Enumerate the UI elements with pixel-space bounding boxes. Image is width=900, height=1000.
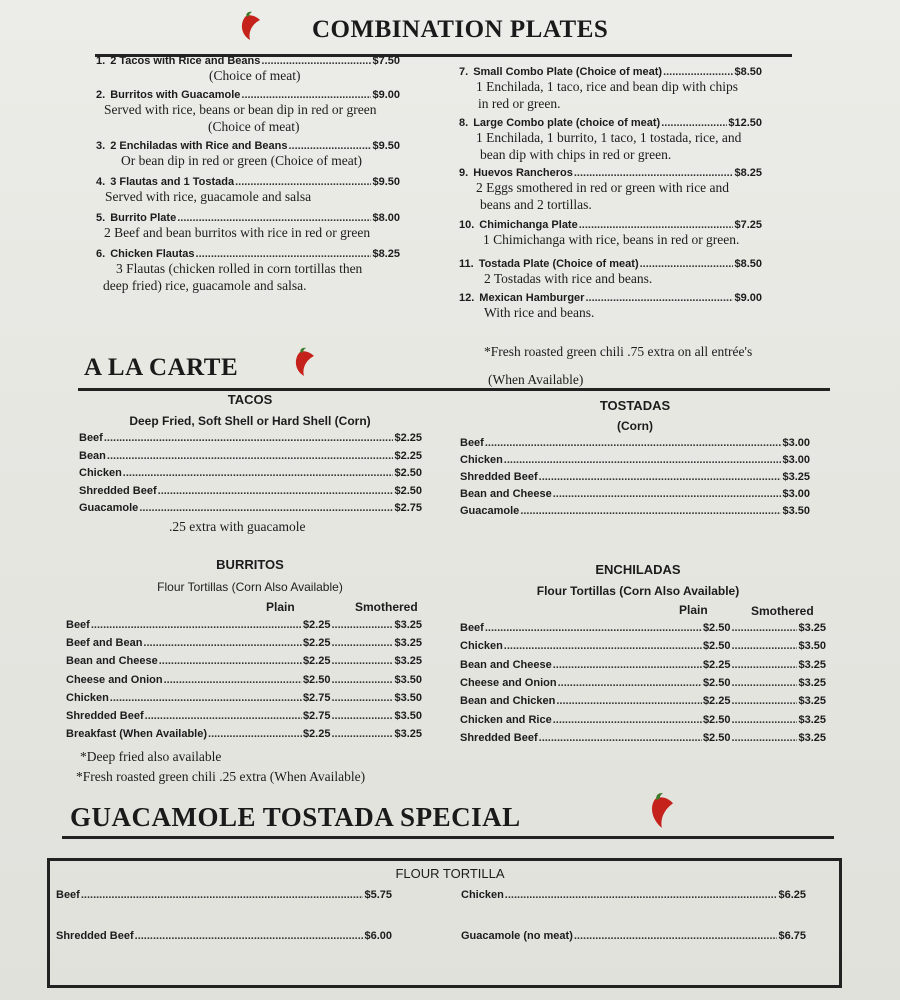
leader-dots (104, 432, 394, 444)
menu-item-price: $3.50 (782, 505, 810, 517)
leader-dots (241, 89, 371, 101)
combo-item (96, 248, 400, 260)
combo-item-price: $8.00 (372, 212, 400, 224)
menu-item-name: Beef (79, 432, 103, 444)
menu-item-smothered-price: $3.50 (394, 691, 422, 704)
menu-item-smothered-price: $3.25 (394, 728, 422, 741)
leader-dots (159, 655, 302, 667)
leader-dots (539, 732, 702, 744)
combo-item-name: Chicken Flautas (110, 248, 195, 260)
leader-dots (585, 292, 733, 304)
leader-dots (731, 622, 797, 634)
menu-item-price: $2.50 (394, 484, 422, 497)
leader-dots (177, 212, 371, 224)
menu-item-plain-price: $2.25 (702, 658, 731, 671)
leader-dots (556, 695, 702, 707)
menu-item-name: Beef (460, 622, 484, 634)
menu-item-price: $6.25 (778, 889, 806, 901)
leader-dots (261, 55, 371, 67)
combo-item (96, 212, 400, 224)
menu-item (461, 930, 806, 942)
menu-item-name: Beef (66, 619, 90, 631)
leader-dots (574, 167, 734, 179)
menu-item (79, 432, 422, 444)
leader-dots (505, 889, 778, 901)
menu-item-plain-price: $2.50 (702, 731, 731, 744)
combo-item-description: 1 Enchilada, 1 taco, rice and bean dip with chips (476, 79, 739, 94)
menu-item-name: Chicken (461, 889, 504, 901)
enchiladas-title: ENCHILADAS (595, 562, 681, 577)
leader-dots (504, 454, 782, 466)
a-la-carte-title: A LA CARTE (84, 354, 239, 381)
menu-item-name: Shredded Beef (66, 710, 144, 722)
leader-dots (331, 674, 393, 686)
combo-item-price: $7.25 (734, 219, 762, 231)
menu-item-price: $3.00 (782, 488, 810, 500)
menu-item-price: $6.00 (364, 930, 392, 942)
menu-item-smothered-price: $3.25 (394, 619, 422, 631)
combo-item-description: Served with rice, beans or bean dip in red or green (104, 102, 377, 117)
combo-item-price: $9.50 (372, 176, 400, 188)
leader-dots (731, 677, 797, 689)
menu-item-smothered-price: $3.25 (798, 622, 826, 634)
combo-item-number: 3. (96, 140, 106, 152)
leader-dots (91, 619, 302, 631)
combo-item-description: Or bean dip in red or green (Choice of meat) (121, 153, 363, 168)
menu-item-plain-price: $2.50 (702, 713, 731, 726)
menu-item-plain-price: $2.75 (302, 691, 331, 704)
menu-item-smothered-price: $3.25 (798, 713, 826, 726)
menu-item-plain-price: $2.50 (302, 673, 331, 686)
guacamole-special-title: GUACAMOLE TOSTADA SPECIAL (70, 802, 521, 832)
menu-item-price: $6.75 (778, 930, 806, 942)
combo-item-description: 1 Enchilada, 1 burrito, 1 taco, 1 tostada, rice, and (476, 130, 742, 145)
menu-item (79, 467, 422, 479)
combo-item (459, 167, 762, 179)
combo-item (96, 176, 400, 188)
menu-item-plain-price: $2.75 (302, 710, 331, 722)
tacos-title: TACOS (227, 392, 273, 407)
combo-item-description: beans and 2 tortillas. (480, 197, 592, 212)
menu-item (66, 710, 422, 722)
leader-dots (553, 714, 702, 726)
combo-item-price: $7.50 (372, 55, 400, 67)
tostadas-title: TOSTADAS (599, 398, 671, 413)
leader-dots (485, 437, 782, 449)
enchiladas-smothered-header: Smothered (751, 604, 814, 618)
menu-item-plain-price: $2.25 (302, 637, 331, 650)
combo-item (459, 66, 762, 78)
leader-dots (731, 659, 797, 671)
menu-item-price: $5.75 (364, 889, 392, 901)
menu-item-name: Bean and Chicken (460, 695, 556, 708)
combo-item-price: $9.00 (372, 89, 400, 101)
leader-dots (731, 695, 797, 707)
combo-item (459, 292, 762, 304)
combo-item-number: 8. (459, 117, 469, 129)
chili-pepper-icon (290, 346, 320, 378)
menu-item (66, 619, 422, 631)
leader-dots (579, 219, 734, 231)
menu-item (66, 728, 422, 740)
flour-tortilla-title: FLOUR TORTILLA (395, 866, 505, 881)
leader-dots (520, 505, 781, 517)
menu-item (461, 889, 806, 901)
menu-item-price: $2.75 (394, 502, 422, 514)
menu-item (79, 485, 422, 497)
burritos-smothered-header: Smothered (355, 600, 418, 614)
combo-item-name: Tostada Plate (Choice of meat) (478, 258, 639, 270)
leader-dots (331, 637, 393, 649)
menu-item-name: Shredded Beef (460, 471, 538, 483)
chili-pepper-icon (646, 790, 680, 830)
leader-dots (135, 930, 364, 942)
combo-item (96, 140, 400, 152)
menu-item (460, 454, 810, 466)
menu-item-name: Breakfast (When Available) (66, 728, 208, 741)
menu-item-smothered-price: $3.50 (798, 640, 826, 653)
leader-dots (539, 471, 782, 483)
menu-item (460, 622, 826, 634)
combo-item-number: 7. (459, 66, 469, 78)
burritos-subtitle: Flour Tortillas (Corn Also Available) (157, 580, 343, 594)
leader-dots (331, 728, 393, 740)
leader-dots (331, 619, 393, 631)
menu-item-name: Chicken (460, 454, 503, 466)
menu-item-name: Bean and Cheese (460, 658, 552, 671)
combo-item-number: 11. (459, 258, 474, 270)
combo-item (96, 55, 400, 67)
combo-item-description: (Choice of meat) (208, 119, 300, 134)
combo-item-description: (Choice of meat) (209, 68, 301, 83)
menu-item-name: Bean and Cheese (460, 488, 552, 500)
combo-item-description: 2 Eggs smothered in red or green with rice and (476, 180, 730, 195)
menu-item-plain-price: $2.50 (702, 622, 731, 634)
menu-item (56, 889, 392, 901)
leader-dots (288, 140, 371, 152)
combo-item-description: 3 Flautas (chicken rolled in corn tortillas then (116, 261, 363, 276)
burritos-title: BURRITOS (216, 557, 284, 572)
menu-item (460, 437, 810, 449)
combo-item-name: Huevos Rancheros (473, 167, 573, 179)
combo-item-number: 2. (96, 89, 106, 101)
leader-dots (110, 692, 302, 704)
combo-item-number: 10. (459, 219, 475, 231)
menu-item-name: Chicken and Rice (460, 713, 552, 726)
combo-item-price: $8.50 (734, 258, 762, 270)
leader-dots (331, 692, 393, 704)
menu-item-price: $3.25 (782, 471, 810, 483)
leader-dots (731, 714, 797, 726)
leader-dots (553, 488, 782, 500)
combo-item-price: $12.50 (728, 117, 762, 129)
menu-item (460, 471, 810, 483)
leader-dots (208, 728, 302, 740)
combo-item-price: $9.00 (734, 292, 762, 304)
leader-dots (196, 248, 372, 260)
combo-item-number: 9. (459, 167, 469, 179)
combo-item-number: 1. (96, 55, 106, 67)
green-chili-note: *Fresh roasted green chili .75 extra on all entrée's (484, 344, 753, 359)
leader-dots (504, 640, 702, 652)
menu-item-name: Chicken (66, 691, 109, 704)
menu-item-name: Guacamole (79, 502, 139, 514)
leader-dots (553, 659, 702, 671)
leader-dots (331, 655, 393, 667)
tacos-note: .25 extra with guacamole (169, 519, 306, 534)
menu-item-name: Shredded Beef (56, 930, 134, 942)
when-available-note: (When Available) (488, 372, 584, 387)
menu-item-name: Beef (56, 889, 80, 901)
combo-item-price: $8.25 (372, 248, 400, 260)
menu-item-name: Beef (460, 437, 484, 449)
enchiladas-plain-header: Plain (679, 603, 708, 617)
menu-item-price: $2.25 (394, 449, 422, 462)
a-la-carte-divider (78, 388, 830, 391)
combo-item-number: 5. (96, 212, 106, 224)
combo-item-name: 2 Tacos with Rice and Beans (110, 55, 261, 67)
combo-item-description: bean dip with chips in red or green. (480, 147, 672, 162)
leader-dots (663, 66, 733, 78)
leader-dots (235, 176, 371, 188)
combo-item-price: $8.50 (734, 66, 762, 78)
chili-pepper-icon (236, 10, 266, 42)
menu-item (460, 695, 826, 707)
leader-dots (143, 637, 302, 649)
leader-dots (107, 450, 394, 462)
menu-item-smothered-price: $3.25 (394, 655, 422, 668)
menu-item (460, 677, 826, 689)
menu-item-name: Shredded Beef (79, 484, 157, 497)
menu-item (79, 502, 422, 514)
leader-dots (145, 710, 302, 722)
leader-dots (731, 732, 797, 744)
combo-item-name: Mexican Hamburger (479, 292, 585, 304)
menu-item-smothered-price: $3.25 (798, 676, 826, 689)
leader-dots (123, 467, 394, 479)
menu-item (460, 488, 810, 500)
menu-item-name: Chicken (79, 467, 122, 479)
burritos-plain-header: Plain (266, 600, 295, 614)
leader-dots (640, 258, 734, 270)
menu-item (66, 692, 422, 704)
leader-dots (164, 674, 302, 686)
leader-dots (558, 677, 702, 689)
combo-item-price: $9.50 (372, 140, 400, 152)
combo-item-price: $8.25 (734, 167, 762, 179)
combo-item-number: 12. (459, 292, 475, 304)
combo-item (459, 219, 762, 231)
menu-item (460, 659, 826, 671)
menu-item-plain-price: $2.25 (702, 695, 731, 708)
combo-item-description: in red or green. (478, 96, 561, 111)
combo-item (459, 258, 762, 270)
menu-item-smothered-price: $3.25 (798, 695, 826, 708)
menu-item-name: Shredded Beef (460, 731, 538, 744)
menu-item-smothered-price: $3.50 (394, 673, 422, 686)
menu-item-plain-price: $2.50 (702, 676, 731, 689)
menu-item-name: Bean (79, 449, 106, 462)
menu-item-plain-price: $2.25 (302, 728, 331, 741)
menu-item-smothered-price: $3.50 (394, 710, 422, 722)
combo-item-number: 4. (96, 176, 106, 188)
menu-item-price: $2.25 (394, 432, 422, 444)
leader-dots (574, 930, 778, 942)
combo-item-description: 2 Beef and bean burritos with rice in red or green (104, 225, 371, 240)
combo-item-description: 1 Chimichanga with rice, beans in red or green. (483, 232, 740, 247)
menu-item-plain-price: $2.25 (302, 655, 331, 668)
guacamole-divider (62, 836, 834, 839)
combo-item-name: Burrito Plate (110, 212, 177, 224)
combo-item-name: Large Combo plate (choice of meat) (473, 117, 661, 129)
menu-item-smothered-price: $3.25 (798, 658, 826, 671)
combo-item (96, 89, 400, 101)
leader-dots (139, 502, 393, 514)
menu-item (66, 655, 422, 667)
combo-item-description: deep fried) rice, guacamole and salsa. (103, 278, 307, 293)
leader-dots (81, 889, 364, 901)
green-chili-burrito-note: *Fresh roasted green chili .25 extra (When Available) (76, 769, 366, 784)
combo-item-description: With rice and beans. (484, 305, 595, 320)
leader-dots (661, 117, 727, 129)
tacos-subtitle: Deep Fried, Soft Shell or Hard Shell (Corn) (129, 414, 371, 428)
combo-item-name: 3 Flautas and 1 Tostada (110, 176, 235, 188)
tostadas-subtitle: (Corn) (617, 419, 653, 433)
menu-item (460, 732, 826, 744)
menu-item-price: $3.00 (782, 454, 810, 466)
combo-item-description: 2 Tostadas with rice and beans. (484, 271, 653, 286)
enchiladas-subtitle: Flour Tortillas (Corn Also Available) (536, 584, 740, 598)
menu-item-name: Cheese and Onion (460, 676, 557, 689)
combo-item-name: Small Combo Plate (Choice of meat) (473, 66, 663, 78)
menu-item (460, 640, 826, 652)
combo-item-description: Served with rice, guacamole and salsa (105, 189, 312, 204)
combination-plates-title: COMBINATION PLATES (312, 16, 609, 43)
menu-item-plain-price: $2.50 (702, 640, 731, 653)
menu-item-plain-price: $2.25 (302, 619, 331, 631)
menu-item-name: Chicken (460, 640, 503, 653)
combo-item-name: Burritos with Guacamole (110, 89, 241, 101)
combo-item (459, 117, 762, 129)
combo-item-name: Chimichanga Plate (479, 219, 578, 231)
menu-item-price: $3.00 (782, 437, 810, 449)
menu-item (460, 714, 826, 726)
menu-item (460, 505, 810, 517)
menu-item (79, 450, 422, 462)
deep-fried-note: *Deep fried also available (80, 749, 222, 764)
combo-item-number: 6. (96, 248, 106, 260)
menu-item-name: Guacamole (no meat) (461, 930, 573, 942)
leader-dots (485, 622, 702, 634)
menu-item-name: Bean and Cheese (66, 655, 158, 668)
menu-item (66, 674, 422, 686)
menu-item-price: $2.50 (394, 467, 422, 479)
leader-dots (731, 640, 797, 652)
leader-dots (331, 710, 393, 722)
menu-item-name: Guacamole (460, 505, 520, 517)
menu-item (66, 637, 422, 649)
menu-item-name: Cheese and Onion (66, 673, 163, 686)
combo-item-name: 2 Enchiladas with Rice and Beans (110, 140, 288, 152)
menu-item (56, 930, 392, 942)
menu-item-name: Beef and Bean (66, 637, 143, 650)
menu-item-smothered-price: $3.25 (798, 731, 826, 744)
menu-item-smothered-price: $3.25 (394, 637, 422, 650)
leader-dots (158, 485, 394, 497)
